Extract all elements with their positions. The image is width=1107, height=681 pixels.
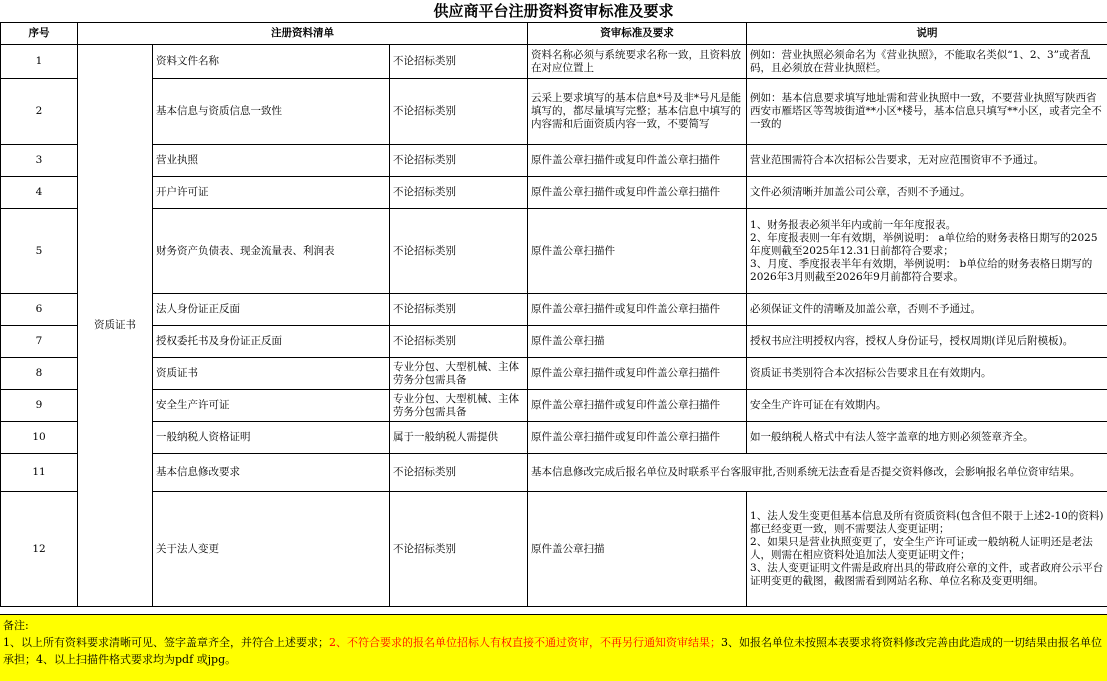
row-number: 9	[1, 390, 78, 422]
item-scope: 不论招标类别	[390, 177, 528, 209]
item-description: 文件必须清晰并加盖公司公章，否则不予通过。	[747, 177, 1107, 209]
requirements-table	[0, 22, 1107, 607]
item-description: 安全生产许可证在有效期内。	[747, 390, 1107, 422]
item-standard: 原件盖公章扫描件或复印件盖公章扫描件	[528, 358, 747, 390]
item-name: 开户许可证	[153, 177, 390, 209]
item-name: 营业执照	[153, 145, 390, 177]
note-part-2-warning: 2、不符合要求的报名单位招标人有权直接不通过资审，不再另行通知资审结果；	[329, 636, 721, 649]
table-row	[1, 79, 1107, 145]
row-number: 5	[1, 209, 78, 294]
row-number: 2	[1, 79, 78, 145]
table-row	[1, 326, 1107, 358]
row-number: 6	[1, 294, 78, 326]
item-standard: 原件盖公章扫描件	[528, 209, 747, 294]
item-description: 必须保证文件的清晰及加盖公章，否则不予通过。	[747, 294, 1107, 326]
group-label: 资质证书	[78, 45, 153, 607]
item-scope: 不论招标类别	[390, 45, 528, 79]
item-scope: 不论招标类别	[390, 79, 528, 145]
header-seq: 序号	[1, 23, 78, 45]
header-standard: 资审标准及要求	[528, 23, 747, 45]
note-text	[3, 634, 1104, 668]
item-standard: 原件盖公章扫描件或复印件盖公章扫描件	[528, 422, 747, 454]
table-row	[1, 390, 1107, 422]
item-name: 基本信息与资质信息一致性	[153, 79, 390, 145]
note-part-1: 1、以上所有资料要求清晰可见、签字盖章齐全，并符合上述要求；	[3, 636, 329, 649]
note-part-3: 3、如报名单位未按照本表要求将资料修改完善由此造成的一切结果由报名单位承担；4、以上扫描件格式要求均为pdf 或jpg。	[3, 636, 1102, 666]
table-row	[1, 492, 1107, 607]
header-row	[1, 23, 1107, 45]
item-scope: 专业分包、大型机械、主体劳务分包需具备	[390, 390, 528, 422]
item-standard: 资料名称必须与系统要求名称一致，且资料放在对应位置上	[528, 45, 747, 79]
item-scope: 专业分包、大型机械、主体劳务分包需具备	[390, 358, 528, 390]
note-label: 备注:	[3, 617, 1104, 634]
item-description: 例如：基本信息要求填写地址需和营业执照中一致，不要营业执照写陕西省西安市雁塔区等驾坡街道**小区*楼号，基本信息只填写**小区，或者完全不一致的	[747, 79, 1107, 145]
item-scope: 不论招标类别	[390, 294, 528, 326]
page-title: 供应商平台注册资料资审标准及要求	[0, 0, 1107, 23]
table-row	[1, 145, 1107, 177]
header-desc: 说明	[747, 23, 1107, 45]
item-name: 资质证书	[153, 358, 390, 390]
row-number: 4	[1, 177, 78, 209]
item-description: 授权书应注明授权内容，授权人身份证号，授权周期(详见后附模板)。	[747, 326, 1107, 358]
item-name: 财务资产负债表、现金流量表、利润表	[153, 209, 390, 294]
item-standard: 基本信息修改完成后报名单位及时联系平台客服审批,否则系统无法查看是否提交资料修改，会影响报名单位资审结果。	[528, 454, 1107, 492]
table-row	[1, 358, 1107, 390]
header-list: 注册资料清单	[78, 23, 528, 45]
item-description: 1、法人发生变更但基本信息及所有资质资料(包含但不限于上述2-10的资料)都已经变更一致，则不需要法人变更证明； 2、如果只是营业执照变更了，安全生产许可证或一般纳税人证明还是老法人，则需在相应资料处追加法人变更证明文件； 3、法人变更证明文件需是政府出具的带政府公章的文件，或者政府公示平台证明变更的截图，截图需看到网站名称、单位名称及变更明细。	[747, 492, 1107, 607]
item-scope: 不论招标类别	[390, 454, 528, 492]
row-number: 1	[1, 45, 78, 79]
item-standard: 原件盖公章扫描件或复印件盖公章扫描件	[528, 177, 747, 209]
item-standard: 原件盖公章扫描	[528, 492, 747, 607]
item-description: 如一般纳税人格式中有法人签字盖章的地方则必须签章齐全。	[747, 422, 1107, 454]
row-number: 12	[1, 492, 78, 607]
item-scope: 不论招标类别	[390, 492, 528, 607]
item-standard: 原件盖公章扫描件或复印件盖公章扫描件	[528, 294, 747, 326]
item-name: 安全生产许可证	[153, 390, 390, 422]
table-row	[1, 45, 1107, 79]
row-number: 8	[1, 358, 78, 390]
item-standard: 原件盖公章扫描	[528, 326, 747, 358]
row-number: 10	[1, 422, 78, 454]
item-standard: 云采上要求填写的基本信息*号及非*号凡是能填写的，都尽量填写完整；基本信息中填写的内容需和后面资质内容一致，不要简写	[528, 79, 747, 145]
item-name: 基本信息修改要求	[153, 454, 390, 492]
item-scope: 不论招标类别	[390, 209, 528, 294]
item-description: 例如：营业执照必须命名为《营业执照》，不能取名类似“1、2、3”或者乱码，且必须放在营业执照栏。	[747, 45, 1107, 79]
table-row	[1, 294, 1107, 326]
item-standard: 原件盖公章扫描件或复印件盖公章扫描件	[528, 145, 747, 177]
row-number: 3	[1, 145, 78, 177]
row-number: 7	[1, 326, 78, 358]
item-scope: 不论招标类别	[390, 326, 528, 358]
table-row	[1, 454, 1107, 492]
item-scope: 不论招标类别	[390, 145, 528, 177]
item-name: 法人身份证正反面	[153, 294, 390, 326]
item-scope: 属于一般纳税人需提供	[390, 422, 528, 454]
item-name: 资料文件名称	[153, 45, 390, 79]
table-row	[1, 177, 1107, 209]
item-name: 一般纳税人资格证明	[153, 422, 390, 454]
item-name: 授权委托书及身份证正反面	[153, 326, 390, 358]
item-description: 资质证书类别符合本次招标公告要求且在有效期内。	[747, 358, 1107, 390]
item-description: 1、财务报表必须半年内或前一年年度报表。 2、年度报表则一年有效期，举例说明： a单位给的财务表格日期写的2025年度则截至2025年12.31日前都符合要求； 3、月度、季度报表半年有效期，举例说明： b单位给的财务表格日期写的2026年3月则截至2026年9月前都符合要求。	[747, 209, 1107, 294]
table-row	[1, 209, 1107, 294]
notes-box	[0, 614, 1107, 681]
row-number: 11	[1, 454, 78, 492]
item-name: 关于法人变更	[153, 492, 390, 607]
table-row	[1, 422, 1107, 454]
item-description: 营业范围需符合本次招标公告要求，无对应范围资审不予通过。	[747, 145, 1107, 177]
item-standard: 原件盖公章扫描件或复印件盖公章扫描件	[528, 390, 747, 422]
